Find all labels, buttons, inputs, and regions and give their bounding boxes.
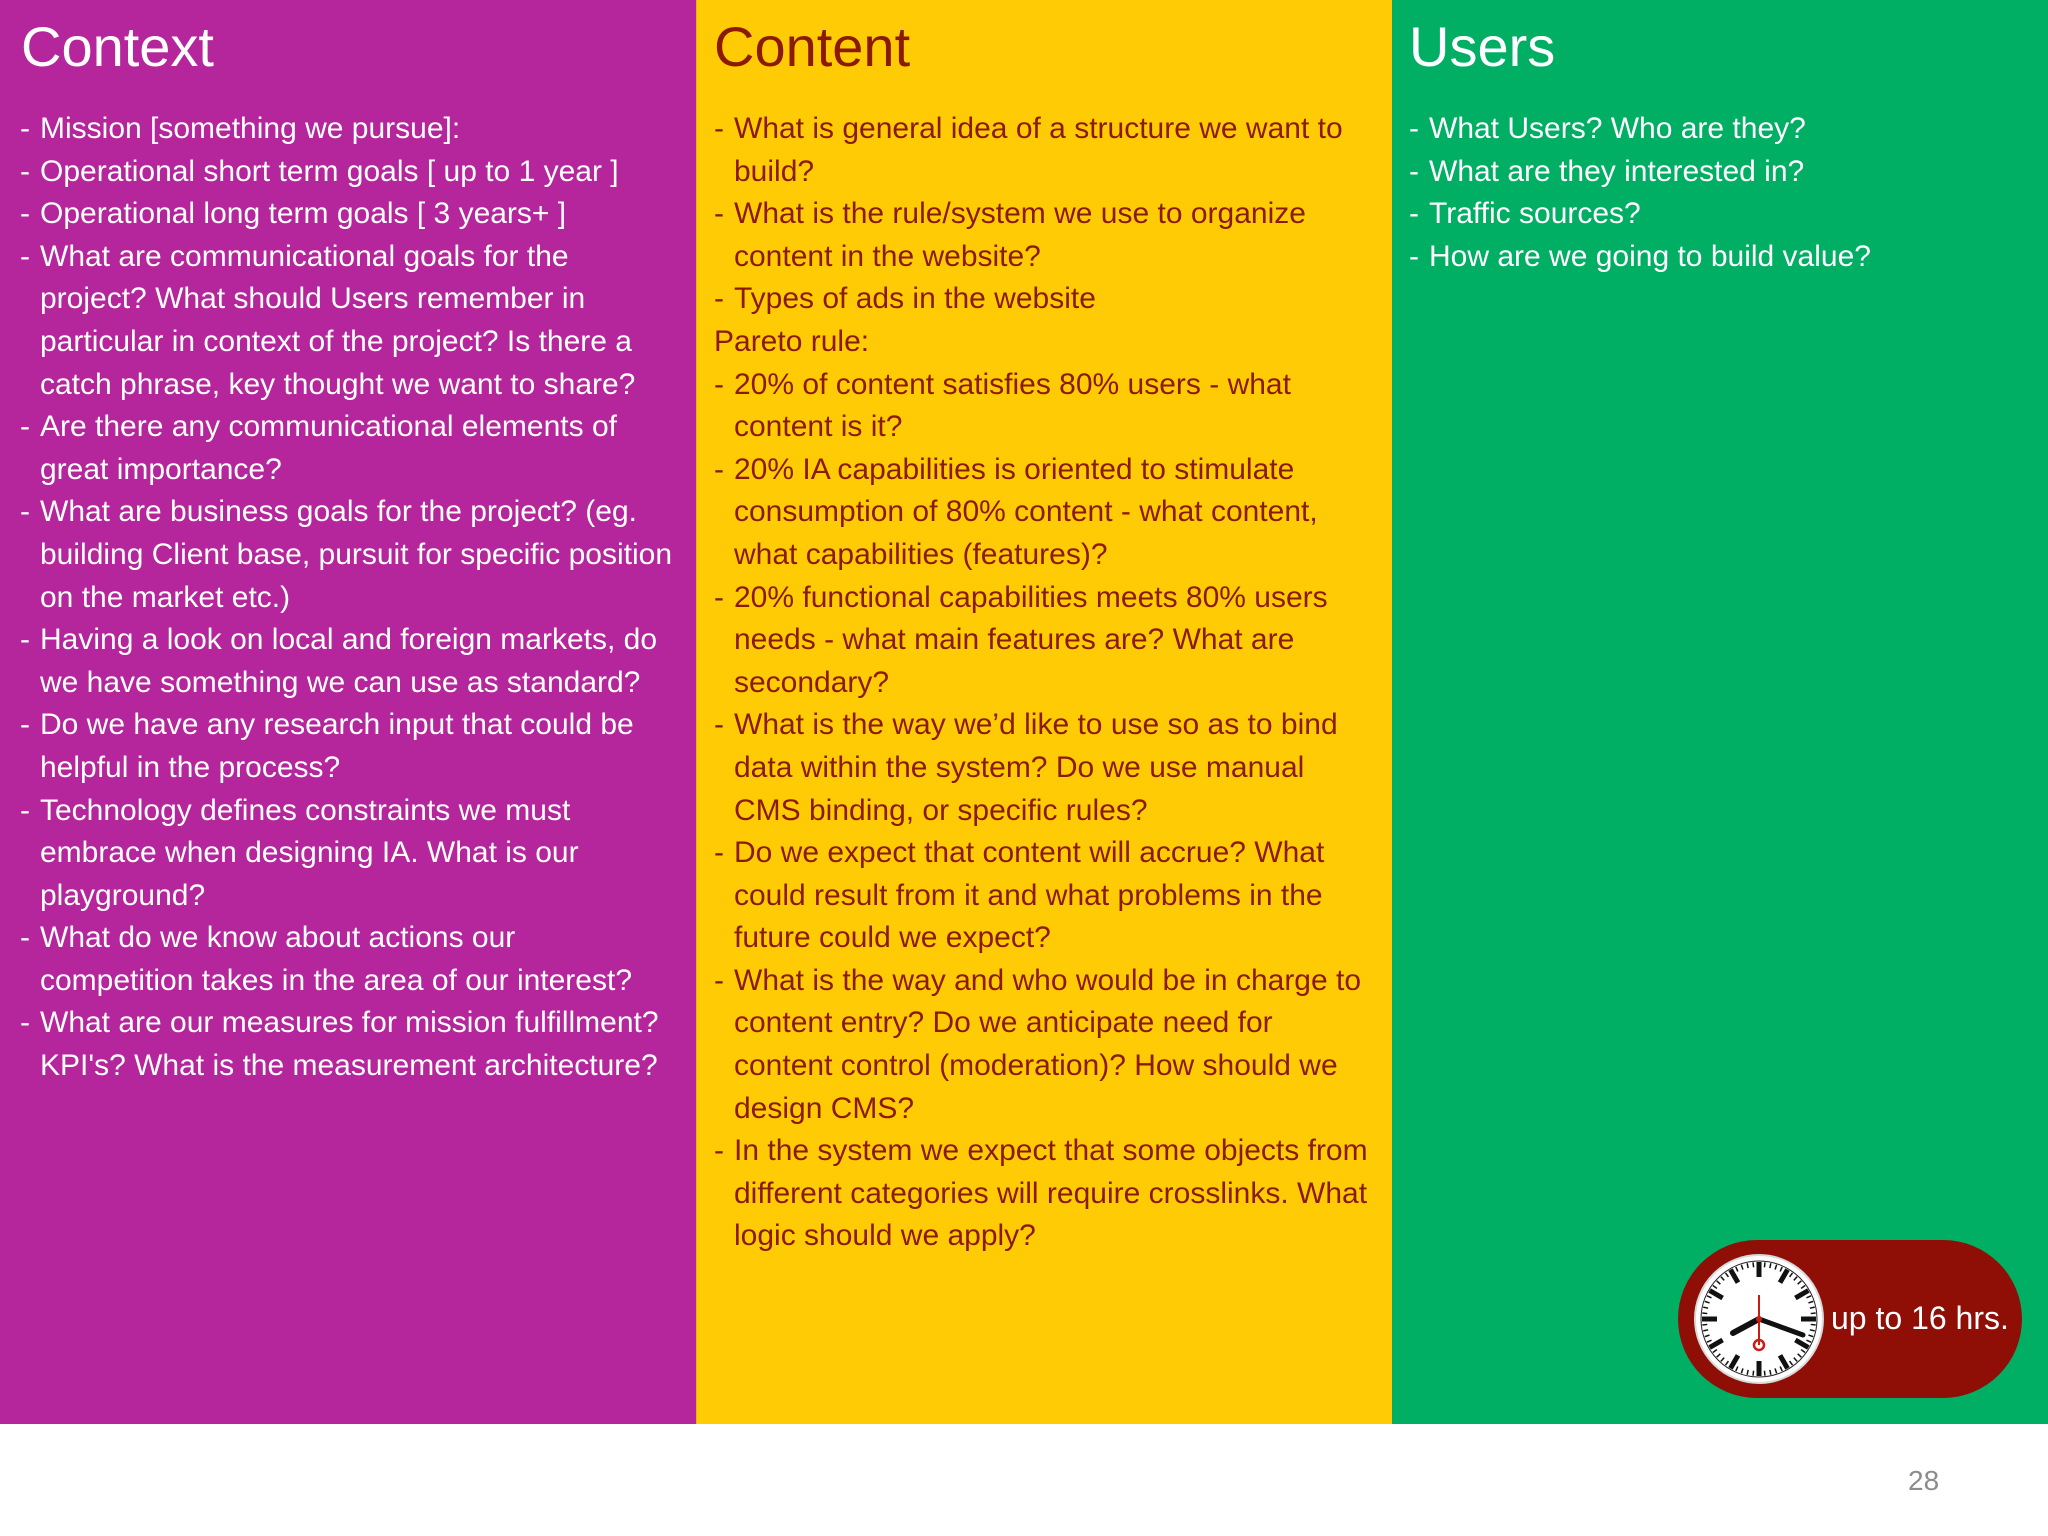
content-item-binding: - What is the way we’d like to use so as to bind data within the system? Do we use manual CMS binding, or specific rules?	[714, 704, 1374, 832]
context-heading: Context	[21, 15, 214, 78]
context-item-mission: - Mission [something we pursue]:	[20, 108, 676, 151]
context-item-short-term-goals: - Operational short term goals [ up to 1 year ]	[20, 151, 676, 194]
context-list	[0, 108, 696, 1088]
page-number: 28	[1908, 1465, 1940, 1496]
context-item-research-input: - Do we have any research input that could be helpful in the process?	[20, 704, 676, 789]
content-item-crosslinks: - In the system we expect that some objects from different categories will require crosslinks. What logic should we apply?	[714, 1130, 1374, 1258]
users-item-who: - What Users? Who are they?	[1409, 108, 2028, 151]
content-item-content-entry: - What is the way and who would be in charge to content entry? Do we anticipate need for content control (moderation)? How should we design CMS?	[714, 960, 1374, 1130]
users-list	[1392, 108, 2048, 278]
content-column	[696, 0, 1392, 1424]
content-item-pareto-functional: - 20% functional capabilities meets 80% users needs - what main features are? What are secondary?	[714, 577, 1374, 705]
context-item-communicational-goals: - What are communicational goals for the project? What should Users remember in particular in context of the project? Is there a catch phrase, key thought we want to share?	[20, 236, 676, 406]
content-list	[697, 108, 1392, 1258]
content-item-pareto-content: - 20% of content satisfies 80% users - what content is it?	[714, 364, 1374, 449]
context-item-competition: - What do we know about actions our competition takes in the area of our interest?	[20, 917, 676, 1002]
content-item-pareto-heading: Pareto rule:	[714, 324, 870, 358]
context-column	[0, 0, 696, 1424]
content-item-organize-rule: - What is the rule/system we use to organize content in the website?	[714, 193, 1374, 278]
users-item-traffic: - Traffic sources?	[1409, 193, 2028, 236]
time-estimate-badge	[1678, 1240, 2022, 1398]
content-item-structure: - What is general idea of a structure we want to build?	[714, 108, 1374, 193]
context-item-technology: - Technology defines constraints we must embrace when designing IA. What is our playground?	[20, 790, 676, 918]
clock-icon	[1693, 1253, 1825, 1385]
context-item-long-term-goals: - Operational long term goals [ 3 years+ ]	[20, 193, 676, 236]
users-item-value: - How are we going to build value?	[1409, 236, 2028, 279]
users-heading: Users	[1409, 15, 1556, 78]
context-item-markets: - Having a look on local and foreign markets, do we have something we can use as standard?	[20, 619, 676, 704]
context-item-business-goals: - What are business goals for the project? (eg. building Client base, pursuit for specific position on the market etc.)	[20, 491, 676, 619]
users-item-interests: - What are they interested in?	[1409, 151, 2028, 194]
content-item-accrue: - Do we expect that content will accrue? What could result from it and what problems in the future could we expect?	[714, 832, 1374, 960]
content-item-ads: - Types of ads in the website	[714, 278, 1374, 321]
content-item-pareto-ia: - 20% IA capabilities is oriented to stimulate consumption of 80% content - what content, what capabilities (features)?	[714, 449, 1374, 577]
users-column	[1392, 0, 2048, 1424]
context-item-measures: - What are our measures for mission fulfillment? KPI's? What is the measurement architecture?	[20, 1002, 676, 1087]
context-item-communicational-elements: - Are there any communicational elements of great importance?	[20, 406, 676, 491]
time-estimate-label: up to 16 hrs.	[1831, 1300, 2009, 1336]
content-heading: Content	[714, 15, 911, 78]
